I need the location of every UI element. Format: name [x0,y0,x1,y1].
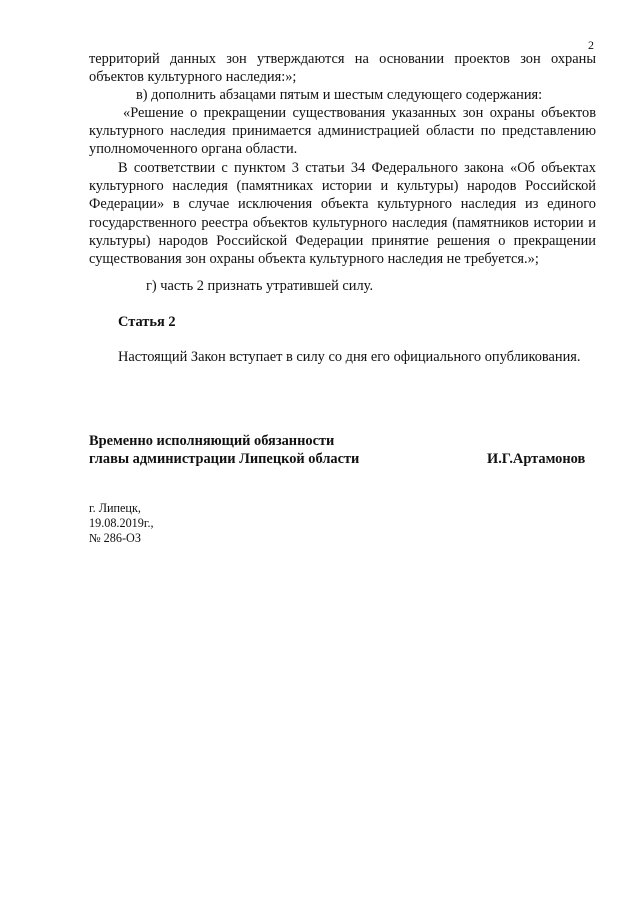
paragraph-continuation [89,50,596,86]
footer-law-number: № 286-ОЗ [89,531,141,545]
paragraph-text: Настоящий Закон вступает в силу со дня его официального опубликования. [118,349,581,365]
paragraph-decision [89,104,596,159]
footer-city: г. Липецк, [89,501,141,515]
signature-title-line1: Временно исполняющий обязанности [89,433,335,449]
paragraph-text: территорий данных зон утверждаются на основании проектов зон охраны объектов культурного наследия:»; [89,51,596,86]
signature-name: И.Г.Артамонов [487,451,586,467]
signature-title-line2: главы администрации Липецкой области [89,451,360,467]
paragraph-text: «Решение о прекращении существования указанных зон охраны объектов культурного наследия принимается администрацией области по представлению уполномоченного органа области. [89,105,596,158]
paragraph-item-v: в) дополнить абзацами пятым и шестым следующего содержания: [136,87,543,103]
page-number: 2 [588,38,594,52]
paragraph-text: В соответствии с пунктом 3 статьи 34 Федерального закона «Об объектах культурного наследия (памятниках истории и культуры) народов Российской Федерации» в случае исключения объекта культурного наследия из единого государственного реестра объектов культурного наследия (памятников истории и культуры) народов Российской Федерации принятие решения о прекращении существования зон охраны объекта культурного наследия не требуется.»; [89,160,596,268]
article-body [89,348,596,366]
paragraph-federal-law [89,159,596,268]
article-heading: Статья 2 [118,314,176,330]
paragraph-item-g: г) часть 2 признать утратившей силу. [146,278,374,294]
footer-date: 19.08.2019г., [89,516,154,530]
